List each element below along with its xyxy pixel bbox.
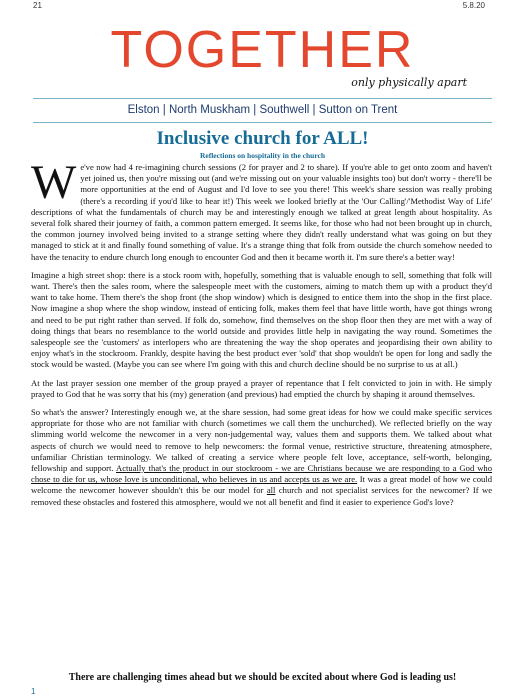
paragraph-1 xyxy=(31,156,492,263)
issue-number: 21 xyxy=(33,1,42,10)
masthead xyxy=(0,12,525,92)
newsletter-title: TOGETHER xyxy=(110,21,415,79)
paragraph-4-text-b: It was a great model of how we could welcome the newcomer however shouldn't this be our model for xyxy=(31,474,492,496)
top-bar xyxy=(0,0,525,10)
parish-list: Elston | North Muskham | Southwell | Sutton on Trent xyxy=(127,104,398,116)
paragraph-4-text-c: church and not specialist services for the newcomer? If we removed these obstacles and fostered this atmosphere, would we not all benefit and find it easier to experience God's love? xyxy=(31,485,493,507)
issue-date: 5.8.20 xyxy=(462,1,485,10)
paragraph-4-text-a: So what's the answer? Interestingly enough we, at the share session, had some great ideas for how we could make specific services appropriate for those who are not familiar with church (sometimes we call them the unchurched). We reflected briefly on the way slimming world welcome the newcomer in a very non-judgemental way, values them and supports them. We talked about what aspects of church we would need to remove to help newcomers: the formal venue, restrictive structure, threatening atmosphere, unfamiliar Christian terminology. We talked of creating a service where people felt love, acceptance, self-worth, belonging, fellowship and support. xyxy=(31,407,492,474)
newsletter-tagline: only physically apart xyxy=(351,76,467,89)
divider-bottom xyxy=(33,122,492,123)
paragraph-1-text: e've now had 4 re-imagining church sessions (2 for prayer and 2 to share). If you're able to get onto zoom and haven't yet joined us, then you're missing out (and we're missing out on your valuable insights too) but don't worry - there'll be more opportunities at the end of August and I'd love to see you there! This week's share session was really probing (there's a recording if you'd like to hear it!) This week we looked briefly at the 'Our Calling'/'Methodist Way of Life' descriptions of what the fundamentals of church may be and interestingly enough we talked at great length about hospitality. As several folk shared their journey of faith, a common pattern emerged. It seems like, for those who had not been brought up in church, the common journey involved being invited to a strange setting where they didn't really understand what was going on but they managed to stick at it and finally found something of value. It's a strange thing that folk from outside the church somehow needed to have the tenacity to endure church long enough to encounter God and then it became worth it. I'm sure there's a better way! xyxy=(31,162,492,262)
article-headline: Inclusive church for ALL! xyxy=(156,128,369,149)
paragraph-4-all: all xyxy=(266,485,276,496)
paragraph-4-underlined: Actually that's the product in our stockroom - we are Christians because we are responding to a God who chose to die for us, whose love is unconditional, who believes in us and accepts us as we are. xyxy=(31,463,492,485)
paragraph-4 xyxy=(31,407,492,508)
drop-cap: W xyxy=(31,156,77,209)
closing-statement: There are challenging times ahead but we should be excited about where God is leading us! xyxy=(68,672,457,683)
footer-page-number: 1 xyxy=(31,687,36,696)
article-subheadline: Reflections on hospitality in the church xyxy=(199,151,326,160)
divider-top xyxy=(33,98,492,99)
paragraph-2: Imagine a high street shop: there is a stock room with, hopefully, something that is valuable enough to sell, something that folk will want. There's then the sales room, where the salespeople meet with the customers, aiming to match them up with a product they'd want to take home. Them there's the shop front (the shop window) which is designed to entice them into the shop in the first place. Now imagine a shop where the shop window, instead of enticing folk, makes them feel that have little worth, have got things wrong and need to be put right rather than served. If folk do, somehow, find themselves on the shop floor then they are met with a way of doing things that bears no resemblance to the world outside and provides little help in navigating the way round. Sometimes the salespeople see the 'customers' as interlopers who are threatening the way the shop operates and jeopardising their own ability to enjoy what's in the stockroom. Frankly, despite having the best product ever 'sold' that shop wouldn't be open for long and sadly the stock would be wasted. (Maybe you can see where I'm going with this and church decline should be no surprise to us at all.) xyxy=(31,269,492,370)
paragraph-3: At the last prayer session one member of the group prayed a prayer of repentance that I felt convicted to join in with. He simply prayed to God that he was sorry that his (my) generation (and previous) had emptied the church by shaping it around themselves. xyxy=(31,377,492,399)
article-body xyxy=(31,156,493,515)
